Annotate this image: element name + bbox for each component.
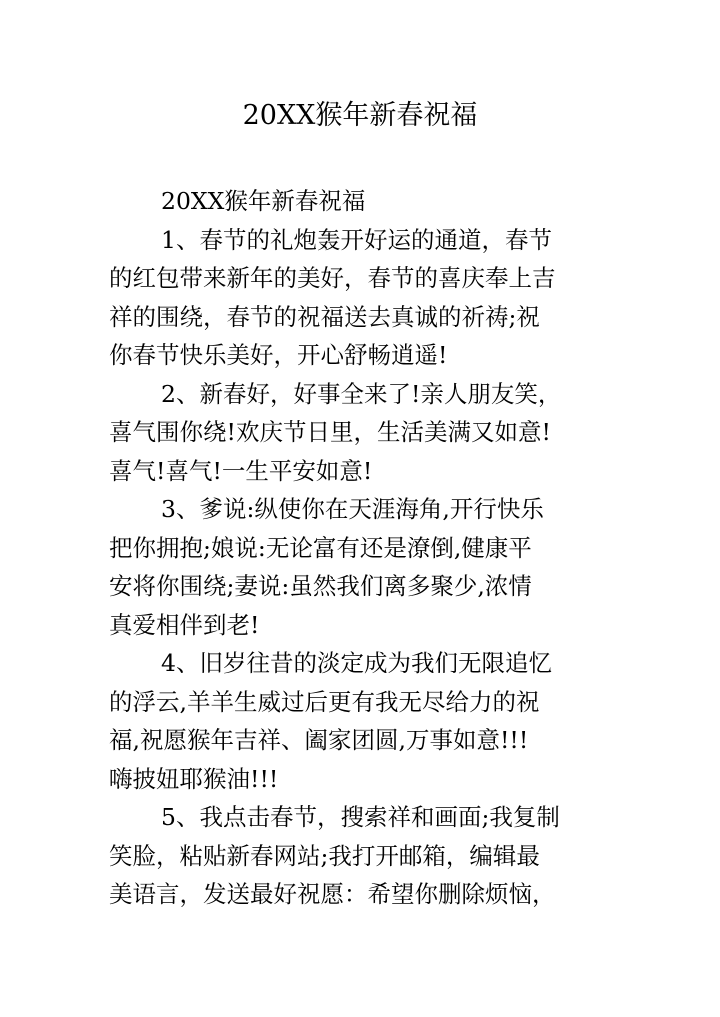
paragraph-4-line-3: 福,祝愿猴年吉祥、阖家团圆,万事如意!!! [109,726,529,754]
paragraph-1-line-3: 祥的围绕，春节的祝福送去真诚的祈祷;祝 [109,302,540,331]
paragraph-3-line-3: 安将你围绕;妻说:虽然我们离多聚少,浓情 [109,572,532,600]
paragraph-4-line-4: 嗨披妞耶猴油!!! [109,764,279,793]
paragraph-3-line-1: 3、爹说:纵使你在天涯海角,开行快乐 [161,495,544,523]
paragraph-2-line-2: 喜气围你绕!欢庆节日里，生活美满又如意! [109,418,551,446]
paragraph-1-line-2: 的红包带来新年的美好，春节的喜庆奉上吉 [109,264,556,292]
paragraph-2-line-3: 喜气!喜气!一生平安如意! [109,456,373,485]
paragraph-2-line-1: 2、新春好，好事全来了!亲人朋友笑， [161,379,562,408]
paragraph-5-line-1: 5、我点击春节，搜索祥和画面;我复制 [161,803,560,831]
paragraph-5-line-3: 美语言，发送最好祝愿：希望你删除烦恼， [109,880,556,908]
document-body [109,182,621,914]
paragraph-5-line-2: 笑脸，粘贴新春网站;我打开邮箱，编辑最 [109,841,540,870]
paragraph-1-line-4: 你春节快乐美好，开心舒畅逍遥! [109,341,448,369]
paragraph-1-line-1: 1、春节的礼炮轰开好运的通道，春节 [161,225,552,254]
paragraph-3-line-2: 把你拥抱;娘说:无论富有还是潦倒,健康平 [109,533,532,562]
paragraph-4-line-2: 的浮云,羊羊生威过后更有我无尽给力的祝 [109,687,540,716]
document-title: 20XX猴年新春祝福 [242,100,478,131]
paragraph-4-line-1: 4、旧岁往昔的淡定成为我们无限追忆 [161,649,552,677]
subtitle-line: 20XX猴年新春祝福 [161,187,366,215]
paragraph-3-line-4: 真爱相伴到老! [109,610,260,639]
